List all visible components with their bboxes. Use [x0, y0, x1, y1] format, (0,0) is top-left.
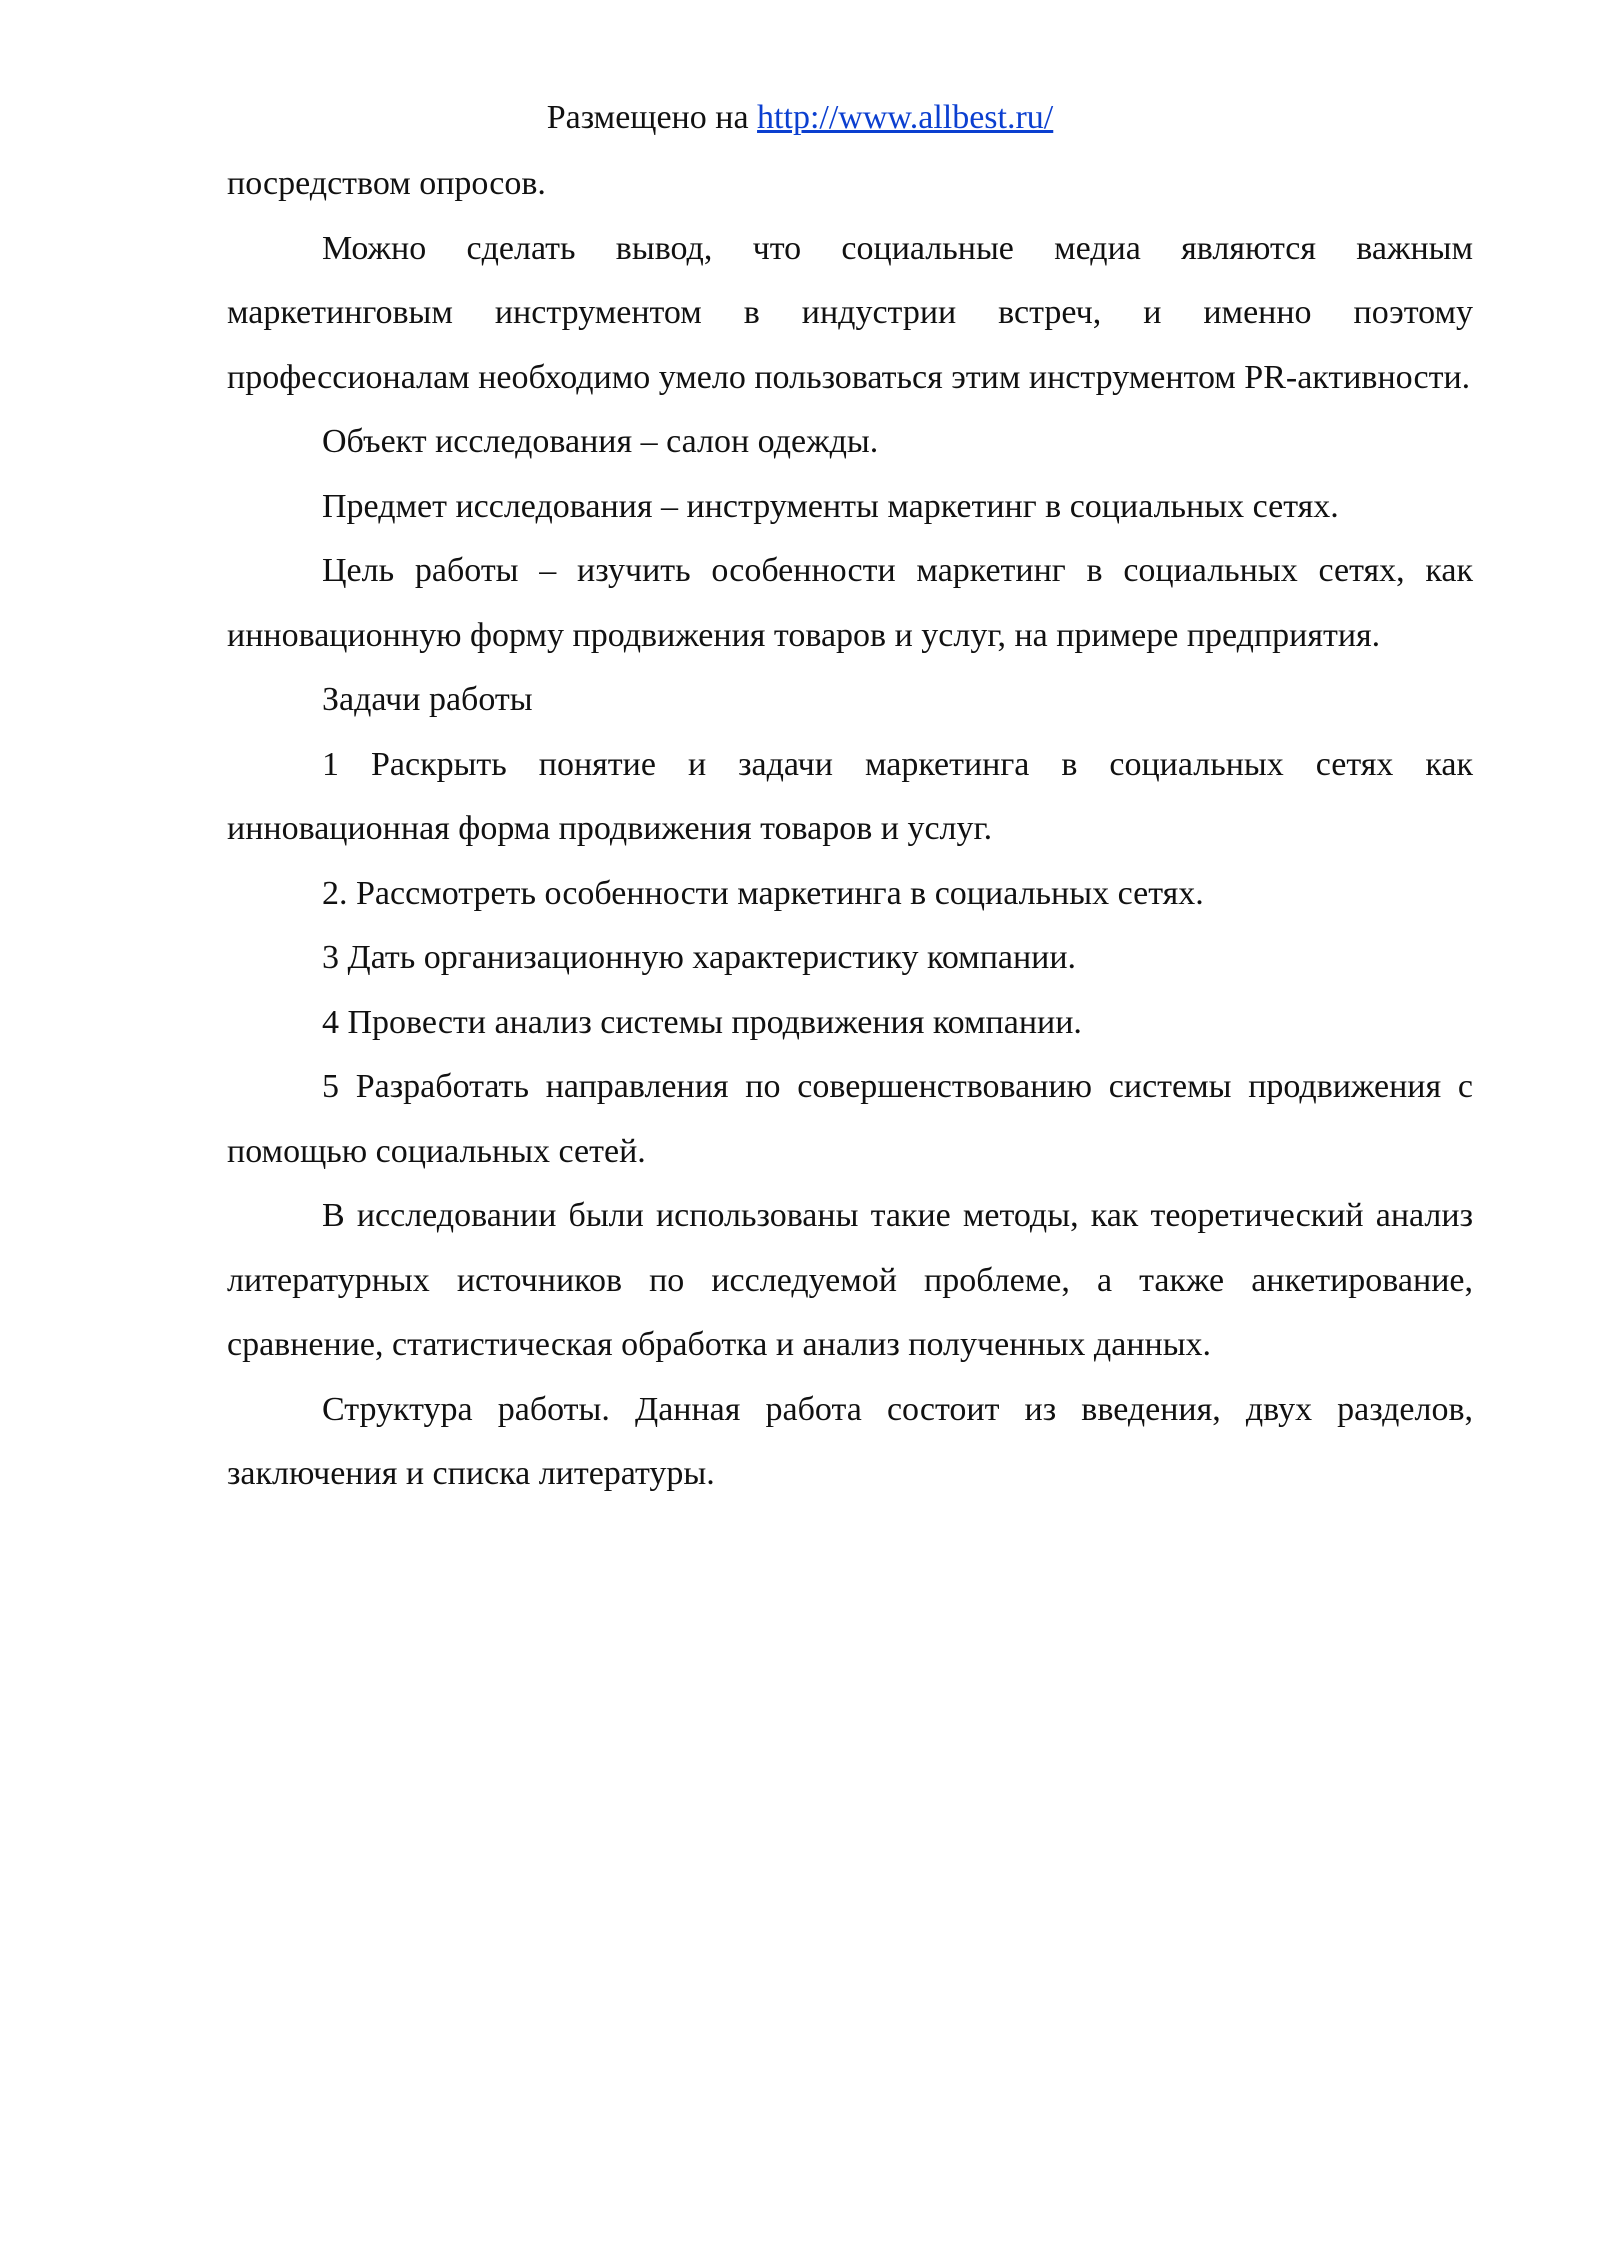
- paragraph-structure: Структура работы. Данная работа состоит из введения, двух разделов, заключения и списка литературы.: [227, 1390, 1473, 1492]
- paragraph-task-3: 3 Дать организационную характеристику компании.: [322, 939, 1077, 976]
- paragraph-work-goal: Цель работы – изучить особенности маркетинг в социальных сетях, как инновационную форму продвижения товаров и услуг, на примере предприятия.: [227, 552, 1473, 654]
- paragraph-research-object: Объект исследования – салон одежды.: [322, 423, 879, 460]
- paragraph-task-2: 2. Рассмотреть особенности маркетинга в социальных сетях.: [322, 874, 1204, 912]
- paragraph-methods: В исследовании были использованы такие методы, как теоретический анализ литературных источников по исследуемой проблеме, а также анкетирование, сравнение, статистическая обработка и анализ полученных данных.: [227, 1197, 1473, 1363]
- header-prefix: Размещено на: [546, 99, 758, 136]
- allbest-link[interactable]: http://www.allbest.ru/: [757, 99, 1054, 136]
- paragraph-tasks-heading: Задачи работы: [322, 681, 533, 718]
- paragraph-conclusion: Можно сделать вывод, что социальные медиа являются важным маркетинговым инструментом в индустрии встреч, и именно поэтому профессионалам необходимо умело пользоваться этим инструментом PR-активности.: [227, 229, 1473, 396]
- page-header: [0, 96, 1600, 140]
- paragraph-task-1: 1 Раскрыть понятие и задачи маркетинга в социальных сетях как инновационная форма продвижения товаров и услуг.: [227, 745, 1473, 847]
- paragraph-research-subject: Предмет исследования – инструменты маркетинг в социальных сетях.: [322, 487, 1339, 525]
- document-body: [227, 152, 1473, 1507]
- paragraph-task-4: 4 Провести анализ системы продвижения компании.: [322, 1003, 1082, 1041]
- paragraph-task-5: 5 Разработать направления по совершенствованию системы продвижения с помощью социальных сетей.: [227, 1068, 1473, 1170]
- paragraph-continuation: посредством опросов.: [227, 165, 546, 202]
